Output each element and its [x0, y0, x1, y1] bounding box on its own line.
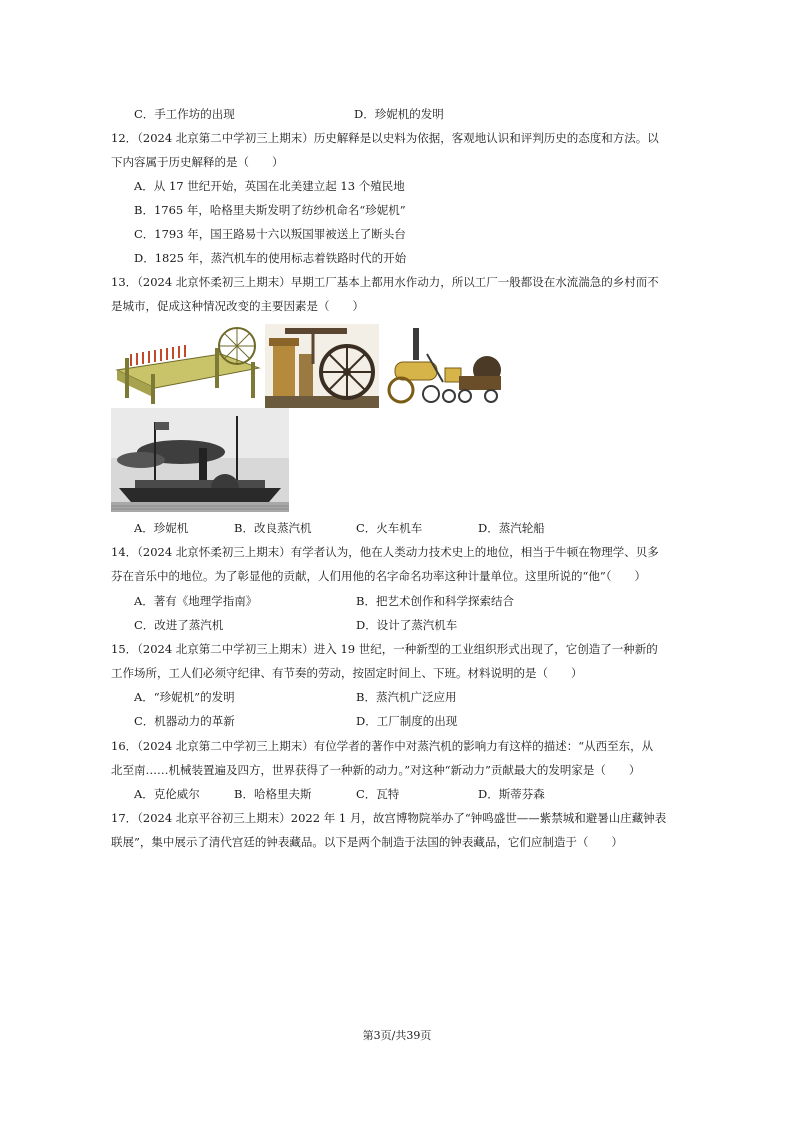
q15-option-b: B．蒸汽机广泛应用 — [356, 690, 457, 704]
q14-option-c: C．改进了蒸汽机 — [134, 618, 224, 632]
q15-option-d: D．工厂制度的出现 — [356, 714, 458, 728]
q17-stem-line1: 17．（2024 北京平谷初三上期末）2022 年 1 月，故宫博物院举办了“钟鸣盛世——紫禁城和避暑山庄藏钟表 — [111, 811, 667, 825]
spinning-jenny-image — [111, 324, 265, 408]
q12-option-c: C．1793 年，国王路易十六以叛国罪被送上了断头台 — [134, 227, 406, 241]
q13-option-b: B．改良蒸汽机 — [234, 521, 312, 535]
q16-option-a: A．克伦威尔 — [134, 787, 200, 801]
q13-option-d: D．蒸汽轮船 — [478, 521, 545, 535]
q11-option-c: C．手工作坊的出现 — [134, 107, 235, 121]
q14-option-b: B．把艺术创作和科学探索结合 — [356, 594, 514, 608]
q14-option-a: A．著有《地理学指南》 — [134, 594, 258, 608]
page-number: 第3页/共39页 — [362, 1029, 432, 1042]
steamboat-image — [111, 408, 289, 512]
q12-option-b: B．1765 年，哈格里夫斯发明了纺纱机命名“珍妮机” — [134, 203, 406, 217]
q12-stem-line2: 下内容属于历史解释的是（ ） — [111, 155, 284, 169]
q15-option-a: A．“珍妮机”的发明 — [134, 690, 235, 704]
q16-option-b: B．哈格里夫斯 — [234, 787, 312, 801]
q13-option-c: C．火车机车 — [356, 521, 423, 535]
q12-option-d: D．1825 年，蒸汽机车的使用标志着铁路时代的开始 — [134, 251, 407, 265]
q12-option-a: A．从 17 世纪开始，英国在北美建立起 13 个殖民地 — [134, 179, 405, 193]
q15-stem-line2: 工作场所，工人们必须守纪律、有节奏的劳动，按固定时间上、下班。材料说明的是（ ） — [111, 666, 583, 680]
q16-stem-line2: 北至南……机械装置遍及四方，世界获得了一种新的动力。”对这种“新动力”贡献最大的发明家是（ ） — [111, 763, 641, 777]
q15-stem-line1: 15．（2024 北京第二中学初三上期末）进入 19 世纪，一种新型的工业组织形式出现了，它创造了一种新的 — [111, 642, 658, 656]
q13-stem-line1: 13．（2024 北京怀柔初三上期末）早期工厂基本上都用水作动力，所以工厂一般都设在水流湍急的乡村而不 — [111, 275, 659, 289]
q16-option-c: C．瓦特 — [356, 787, 400, 801]
steam-engine-image — [265, 324, 379, 408]
locomotive-image — [387, 324, 503, 408]
q11-option-d: D．珍妮机的发明 — [354, 107, 444, 121]
q16-stem-line1: 16．（2024 北京第二中学初三上期末）有位学者的著作中对蒸汽机的影响力有这样的描述：“从西至东，从 — [111, 739, 654, 753]
q13-stem-line2: 是城市，促成这种情况改变的主要因素是（ ） — [111, 299, 364, 313]
q14-option-d: D．设计了蒸汽机车 — [356, 618, 458, 632]
q15-option-c: C．机器动力的革新 — [134, 714, 235, 728]
q12-stem-line1: 12．（2024 北京第二中学初三上期末）历史解释是以史料为依据，客观地认识和评判历史的态度和方法。以 — [111, 131, 659, 145]
q17-stem-line2: 联展”，集中展示了清代宫廷的钟表藏品。以下是两个制造于法国的钟表藏品，它们应制造于（ ） — [111, 835, 623, 849]
q13-option-a: A．珍妮机 — [134, 521, 189, 535]
q14-stem-line1: 14．（2024 北京怀柔初三上期末）有学者认为，他在人类动力技术史上的地位，相当于牛顿在物理学、贝多 — [111, 545, 659, 559]
q16-option-d: D．斯蒂芬森 — [478, 787, 545, 801]
q14-stem-line2: 芬在音乐中的地位。为了彰显他的贡献，人们用他的名字命名功率这种计量单位。这里所说的“他”（ ） — [111, 569, 647, 583]
